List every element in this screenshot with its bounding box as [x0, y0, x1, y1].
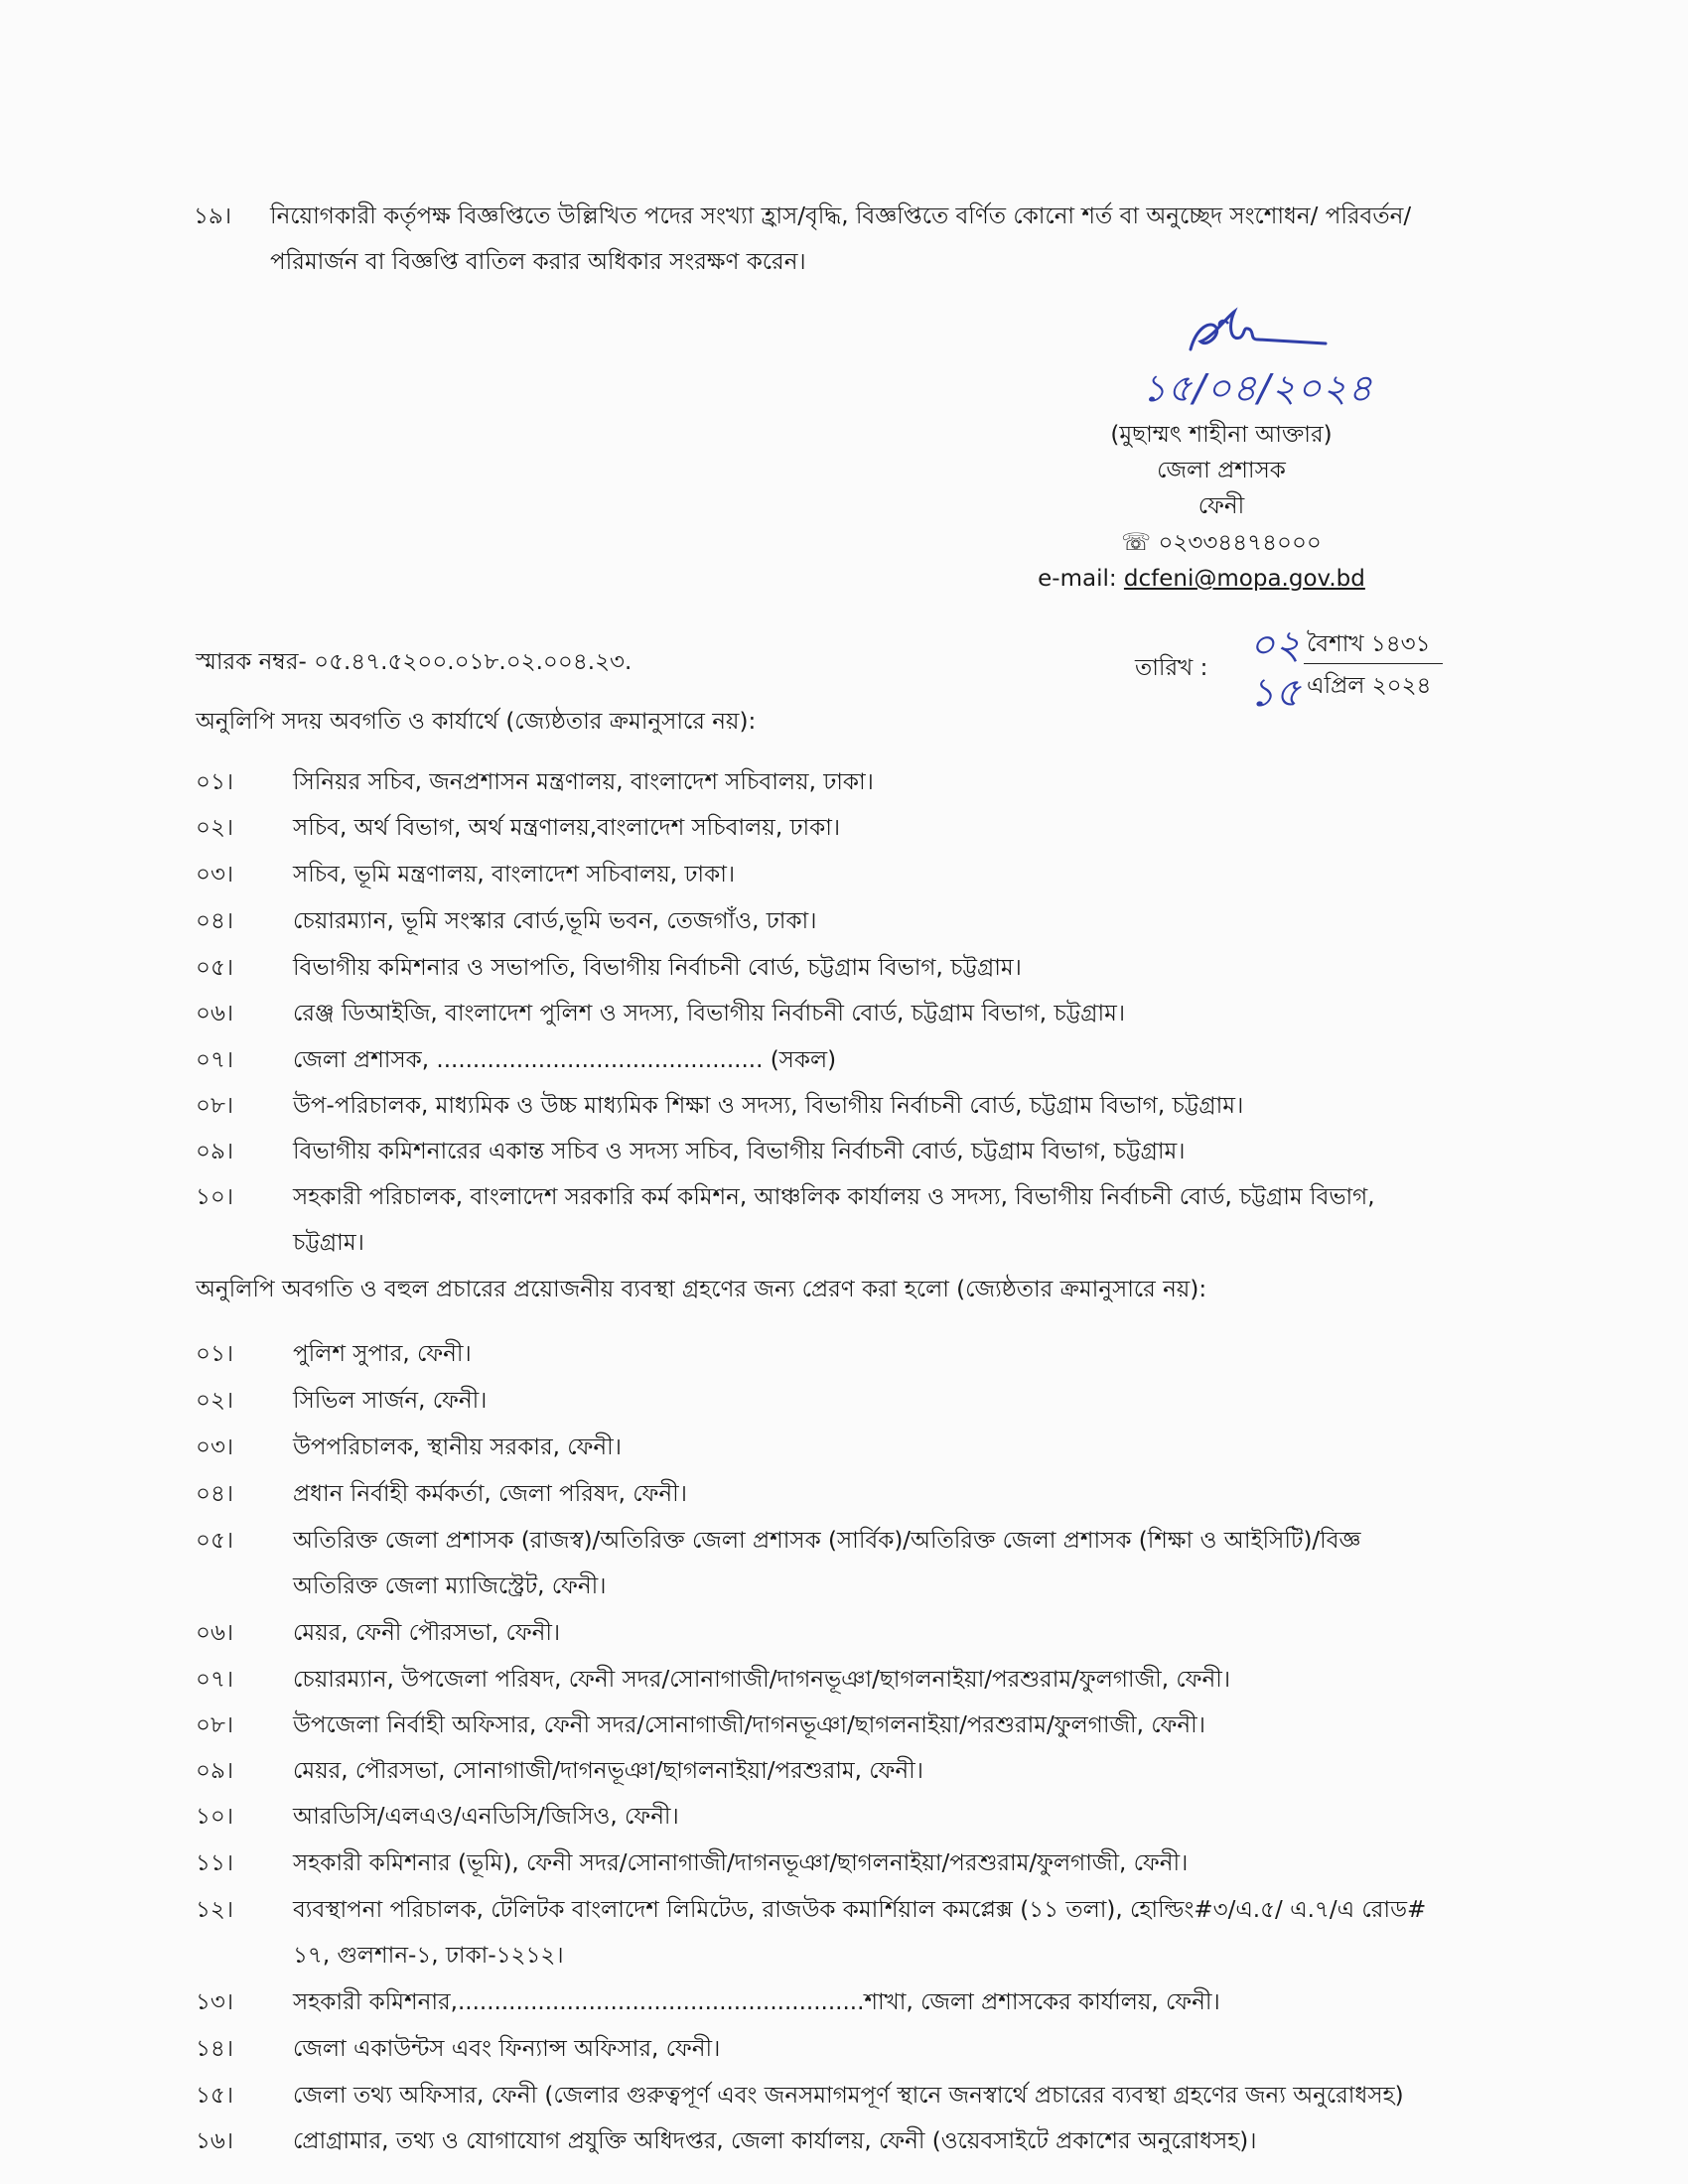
signatory-designation: জেলা প্রশাসক — [1157, 458, 1286, 483]
signature-scribble — [1177, 298, 1336, 367]
phone-icon: ☏ — [1121, 528, 1152, 556]
email-label: e-mail: — [1038, 566, 1117, 592]
email-link[interactable]: dcfeni@mopa.gov.bd — [1123, 566, 1365, 592]
copy1-heading: অনুলিপি সদয় অবগতি ও কার্যার্থে (জ্যেষ্ঠতার ক্রমানুসারে নয়): — [196, 709, 757, 735]
signatory-name: (মুছাম্মৎ শাহীনা আক্তার) — [1110, 422, 1333, 448]
date-label: তারিখ : — [1135, 655, 1208, 681]
date-bn-day: ০২ — [1249, 622, 1302, 668]
date-en-day: ১৫ — [1249, 670, 1301, 716]
date-en-month: এপ্রিল ২০২৪ — [1307, 673, 1432, 699]
clause-line-1: নিয়োগকারী কর্তৃপক্ষ বিজ্ঞপ্তিতে উল্লিখিত পদের সংখ্যা হ্রাস/বৃদ্ধি, বিজ্ঞপ্তিতে বর্ণিত কোনো শর্ত বা অনুচ্ছেদ সংশোধন/ পরিবর্তন/ — [270, 204, 1412, 229]
copy2-heading: অনুলিপি অবগতি ও বহুল প্রচারের প্রয়োজনীয় ব্যবস্থা গ্রহণের জন্য প্রেরণ করা হলো (জ্যেষ্ঠতার ক্রমানুসারে নয়): — [196, 1277, 1207, 1302]
phone-line — [1053, 524, 1390, 561]
phone-number: ০২৩৩৪৪৭৪০০০ — [1158, 530, 1322, 556]
signature-date: ১৫/০৪/২০২৪ — [1142, 366, 1374, 410]
clause-number: ১৯। — [194, 204, 232, 229]
signatory-district: ফেনী — [1197, 493, 1245, 519]
memo-number: স্মারক নম্বর- ০৫.৪৭.৫২০০.০১৮.০২.০০৪.২৩. — [196, 649, 633, 675]
email-line — [1013, 561, 1390, 597]
date-divider — [1304, 663, 1443, 664]
date-box — [1135, 614, 1453, 716]
signature-block — [1038, 417, 1390, 597]
clause-19 — [194, 194, 1544, 285]
date-bn-month: বৈশাখ ১৪৩১ — [1307, 631, 1431, 657]
clause-line-2: পরিমার্জন বা বিজ্ঞপ্তি বাতিল করার অধিকার সংরক্ষণ করেন। — [270, 249, 806, 275]
